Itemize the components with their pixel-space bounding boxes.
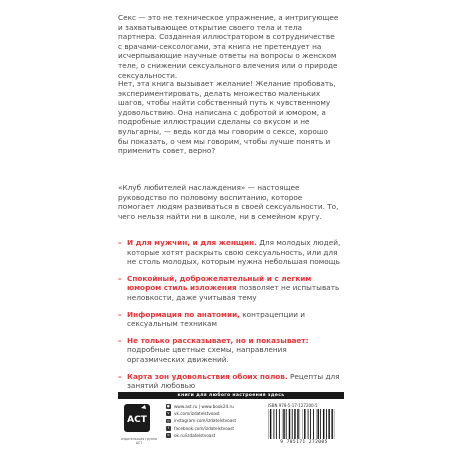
barcode-bar (273, 409, 274, 439)
barcode-bar (326, 409, 327, 439)
bullet-dash: – (118, 309, 122, 319)
ok-icon: o (167, 432, 170, 437)
feature-item (118, 336, 344, 365)
description-paragraph-3: «Клуб любителей наслаждения» — настоящее руководство по половому воспитанию, которое помогает людям развиваться в своей сексуальности. То, чего нельзя найти ни в школе, ни в семейном кругу. (118, 183, 339, 221)
feature-text: контрацепции и сексуальным техникам (127, 309, 306, 329)
barcode-bar (313, 409, 314, 439)
social-links (166, 403, 256, 439)
feature-highlight: И для мужчин, и для женщин. (127, 238, 257, 247)
feature-text: подробные цветные схемы, направления оргазмических движений. (127, 345, 287, 364)
barcode-bar (308, 409, 309, 439)
feature-list (118, 238, 344, 398)
feature-item (118, 310, 344, 329)
publisher-footer (118, 392, 344, 448)
barcode-bar (331, 409, 332, 439)
publisher-name: издательская группа АСТ (121, 437, 157, 445)
barcode-bar (317, 409, 318, 439)
link-text: facebook.com/izdatelstvoast (174, 425, 235, 431)
link-text: vk.com/izdatelstvoast (174, 411, 220, 417)
bullet-dash: – (118, 335, 122, 345)
barcode-icon (267, 409, 341, 439)
barcode-bar (276, 409, 277, 439)
feature-text: Для молодых людей, которые хотят раскрыть свою сексуальность, или для не столь молодых, которым нужна небольшая помощь (127, 238, 341, 267)
instagram-icon: ◎ (166, 418, 170, 423)
feature-highlight: Информация по анатомии, (127, 309, 240, 319)
barcode-bar (289, 409, 290, 439)
logo-text: ACT (127, 415, 147, 425)
globe-icon: ● (166, 404, 170, 409)
barcode-bar (294, 409, 295, 439)
feature-text: позволяет не испытывать неловкости, даже учитывая тему (127, 283, 340, 302)
barcode-number: 9 785171 272005 (280, 440, 328, 445)
link-ok[interactable] (166, 432, 256, 439)
feature-item (118, 238, 344, 267)
feature-text: Рецепты для занятий любовью (127, 371, 340, 391)
barcode-bar (292, 409, 293, 439)
feature-item (118, 274, 344, 303)
barcode-bar (328, 409, 329, 439)
ast-logo-icon (124, 404, 150, 436)
link-text: ok.ru/izdatelstvoast (174, 432, 216, 438)
feature-highlight: Карта зон удовольствия обоих полов. (127, 371, 288, 381)
link-vk[interactable] (166, 410, 256, 417)
feature-highlight: Не только рассказывает, но и показывает: (127, 335, 309, 345)
isbn-label: ISBN 978-5-17-127200-5 (268, 403, 318, 408)
bullet-dash: – (118, 273, 122, 283)
barcode-bar (279, 409, 280, 439)
link-text: www.ast.ru | www.book24.ru (174, 404, 234, 409)
barcode-bar (297, 409, 298, 439)
feature-item (118, 372, 344, 391)
link-text: instagram.com/izdatelstvoast (174, 418, 237, 424)
barcode-bar (283, 409, 284, 439)
link-instagram[interactable] (166, 417, 256, 424)
description-paragraph-1: Секс — это не техническое упражнение, а интригующее и захватывающее открытие своего тела и тела партнера. Созданная иллюстратором в сотрудничестве с врачами-сексологами, эта книга не претендует на исчерпывающие научные ответы на вопросы о женском теле, о снижении сексуального влечения или о природе сексуальности. (118, 13, 339, 80)
description-paragraph-2: Нет, эта книга вызывает желание! Желание пробовать, экспериментировать, делать множество маленьких шагов, чтобы найти собственный путь к чувственному удовольствию. Она написана с добротой и юмором, а подробные иллюстрации сделаны со вкусом и не вульгарны, — ведь когда мы говорим о сексе, хорошо бы показать, о чем мы говорим, чтобы лучше понять и применить совет, верно? (118, 79, 336, 156)
barcode-bar (270, 409, 271, 439)
barcode-bar (320, 409, 321, 439)
tagline-band: книги для любого настроения здесь (118, 392, 344, 399)
vk-icon: v (167, 411, 170, 416)
link-website[interactable] (166, 403, 256, 410)
barcode-bar (323, 409, 324, 439)
barcode-bar (310, 409, 311, 439)
barcode-bar (286, 409, 287, 439)
facebook-icon: f (167, 425, 169, 430)
bullet-dash: – (118, 371, 122, 381)
barcode-bar (304, 409, 305, 439)
link-facebook[interactable] (166, 425, 256, 432)
feature-highlight: Спокойный, доброжелательный и с легким юмором стиль изложения (127, 273, 312, 293)
bullet-dash: – (118, 238, 122, 247)
